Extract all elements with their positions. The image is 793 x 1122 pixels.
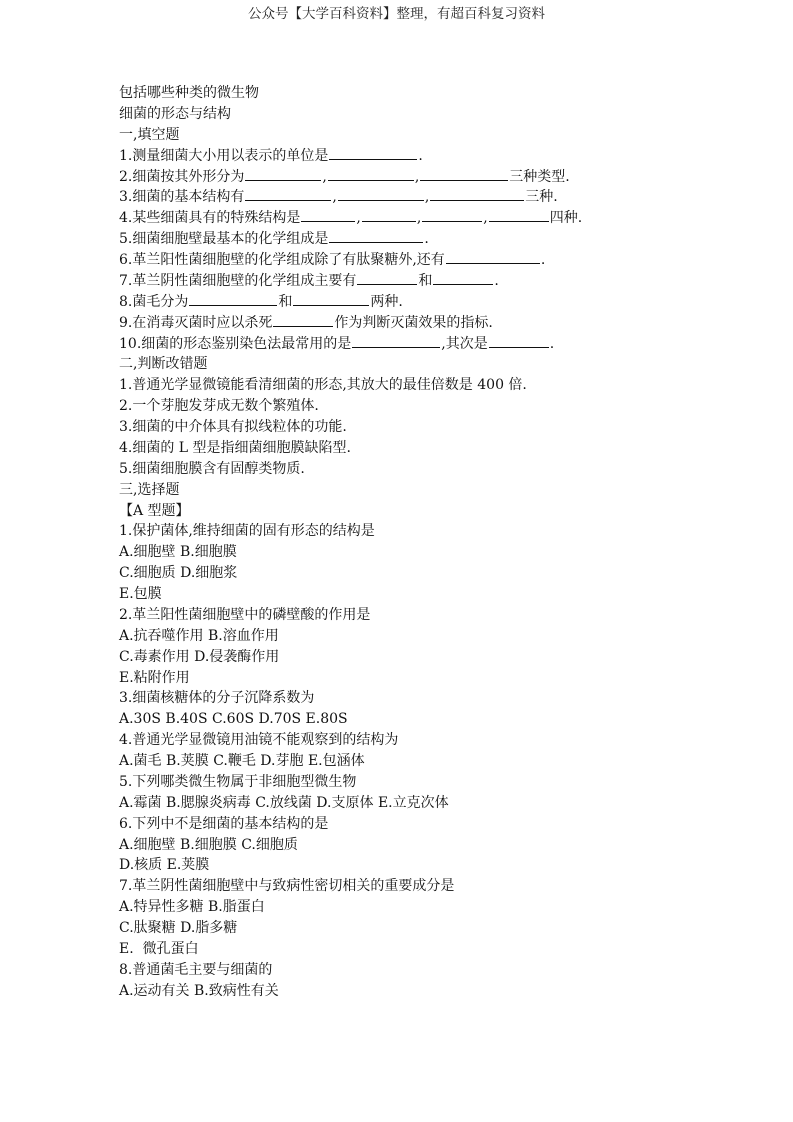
- choice-options: E.粘附作用: [119, 669, 190, 686]
- question-end: 三种类型.: [509, 168, 570, 185]
- judge-item: 5.细菌细胞膜含有固醇类物质.: [119, 460, 305, 477]
- choice-options: A.细胞壁 B.细胞膜: [119, 544, 237, 561]
- choice-question: 1.保护菌体,维持细菌的固有形态的结构是: [119, 523, 375, 540]
- choice-options: E. 微孔蛋白: [119, 940, 199, 957]
- choice-options: C.肽聚糖 D.脂多糖: [119, 920, 238, 936]
- section-title-multiple-choice: 三,选择题: [119, 481, 180, 498]
- answer-blank: [446, 250, 540, 264]
- answer-blank: [245, 167, 321, 181]
- question-text: 4.某些细菌具有的特殊结构是: [119, 210, 301, 227]
- answer-blank: [357, 271, 417, 285]
- question-text: 5.细菌细胞壁最基本的化学组成是: [119, 231, 329, 248]
- choice-question: 2.革兰阳性菌细胞壁中的磷壁酸的作用是: [119, 606, 371, 623]
- answer-blank: [329, 146, 417, 160]
- separator: ,: [414, 168, 420, 185]
- section-title-true-false: 二,判断改错题: [119, 356, 208, 373]
- choice-options: A.细胞壁 B.细胞膜 C.细胞质: [119, 836, 298, 853]
- judge-item: 2.一个芽胞发芽成无数个繁殖体.: [119, 398, 319, 415]
- choice-options: A.霉菌 B.腮腺炎病毒 C.放线菌 D.支原体 E.立克次体: [119, 794, 449, 811]
- separator: ,: [322, 168, 327, 185]
- fill-question-10: [119, 334, 759, 355]
- fill-question-3: [119, 187, 759, 208]
- connector: 和: [278, 293, 293, 310]
- separator: ,: [332, 189, 337, 206]
- connector: 和: [418, 272, 433, 289]
- choice-question: 3.细菌核糖体的分子沉降系数为: [119, 690, 315, 707]
- question-end: 两种.: [370, 293, 403, 310]
- choice-options: E.包膜: [119, 586, 162, 602]
- answer-blank: [328, 167, 414, 181]
- question-end: 三种.: [525, 189, 558, 206]
- choice-question: 6.下列中不是细菌的基本结构的是: [119, 815, 329, 832]
- question-text: 9.在消毒灭菌时应以杀死: [119, 314, 273, 331]
- choice-options: A.特异性多糖 B.脂蛋白: [119, 899, 265, 916]
- answer-blank: [273, 313, 333, 327]
- fill-question-7: [119, 271, 759, 292]
- answer-blank: [362, 208, 416, 222]
- choice-options: A.运动有关 B.致病性有关: [119, 982, 279, 999]
- answer-blank: [301, 208, 355, 222]
- separator: ,: [483, 210, 488, 227]
- fill-question-5: [119, 229, 759, 250]
- answer-blank: [293, 292, 369, 306]
- document-body: [119, 83, 759, 1002]
- question-text: 2.细菌按其外形分为: [119, 168, 245, 185]
- chapter-title: 细菌的形态与结构: [119, 105, 231, 122]
- fill-question-1: [119, 146, 759, 167]
- choice-question: 8.普通菌毛主要与细菌的: [119, 961, 273, 978]
- fill-question-2: [119, 167, 759, 188]
- answer-blank: [430, 187, 524, 201]
- answer-blank: [352, 334, 440, 348]
- fill-question-6: [119, 250, 759, 271]
- separator: ,: [424, 189, 430, 206]
- judge-item: 1.普通光学显微镜能看清细菌的形态,其放大的最佳倍数是 400 倍.: [119, 377, 527, 394]
- fill-question-4: [119, 208, 759, 229]
- question-end: .: [418, 147, 423, 164]
- answer-blank: [338, 187, 424, 201]
- question-end: 四种.: [549, 210, 583, 227]
- question-text: 7.革兰阴性菌细胞壁的化学组成主要有: [119, 272, 357, 289]
- answer-blank: [433, 271, 493, 285]
- choice-options: C.细胞质 D.细胞浆: [119, 565, 238, 582]
- question-type-label: 【A 型题】: [119, 502, 190, 519]
- choice-options: C.毒素作用 D.侵袭酶作用: [119, 648, 280, 665]
- answer-blank: [329, 229, 423, 243]
- question-text: 8.菌毛分为: [119, 293, 189, 310]
- question-text: 1.测量细菌大小用以表示的单位是: [119, 147, 329, 164]
- answer-blank: [489, 334, 549, 348]
- answer-blank: [245, 187, 331, 201]
- question-text: 3.细菌的基本结构有: [119, 189, 245, 206]
- choice-options: D.核质 E.荚膜: [119, 857, 210, 874]
- separator: ,: [416, 210, 422, 227]
- choice-question: 4.普通光学显微镜用油镜不能观察到的结构为: [119, 732, 399, 749]
- page-header: 公众号【大学百科资料】整理，有超百科复习资料: [248, 6, 545, 22]
- question-text: 10.细菌的形态鉴别染色法最常用的是: [119, 335, 352, 352]
- choice-options: A.30S B.40S C.60S D.70S E.80S: [119, 711, 348, 728]
- question-end: .: [549, 335, 555, 352]
- choice-options: A.抗吞噬作用 B.溶血作用: [119, 627, 279, 644]
- answer-blank: [422, 208, 482, 222]
- answer-blank: [489, 208, 549, 222]
- choice-question: 5.下列哪类微生物属于非细胞型微生物: [119, 773, 357, 790]
- fill-question-9: [119, 313, 759, 334]
- question-text: 6.革兰阳性菌细胞壁的化学组成除了有肽聚糖外,还有: [119, 252, 445, 268]
- intro-line: 包括哪些种类的微生物: [119, 85, 259, 101]
- section-title-fill-blank: 一,填空题: [119, 126, 180, 143]
- question-end: .: [424, 231, 429, 248]
- separator: ,: [356, 210, 361, 227]
- question-end: .: [494, 272, 499, 289]
- judge-item: 4.细菌的 L 型是指细菌细胞膜缺陷型.: [119, 439, 352, 456]
- choice-question: 7.革兰阴性菌细胞壁中与致病性密切相关的重要成分是: [119, 878, 455, 895]
- answer-blank: [420, 167, 508, 181]
- judge-item: 3.细菌的中介体具有拟线粒体的功能.: [119, 419, 347, 435]
- connector: ,其次是: [441, 335, 488, 352]
- answer-blank: [189, 292, 277, 306]
- fill-question-8: [119, 292, 759, 313]
- question-end: .: [540, 252, 546, 268]
- choice-options: A.菌毛 B.荚膜 C.鞭毛 D.芽胞 E.包涵体: [119, 753, 365, 769]
- question-end: 作为判断灭菌效果的指标.: [334, 314, 493, 331]
